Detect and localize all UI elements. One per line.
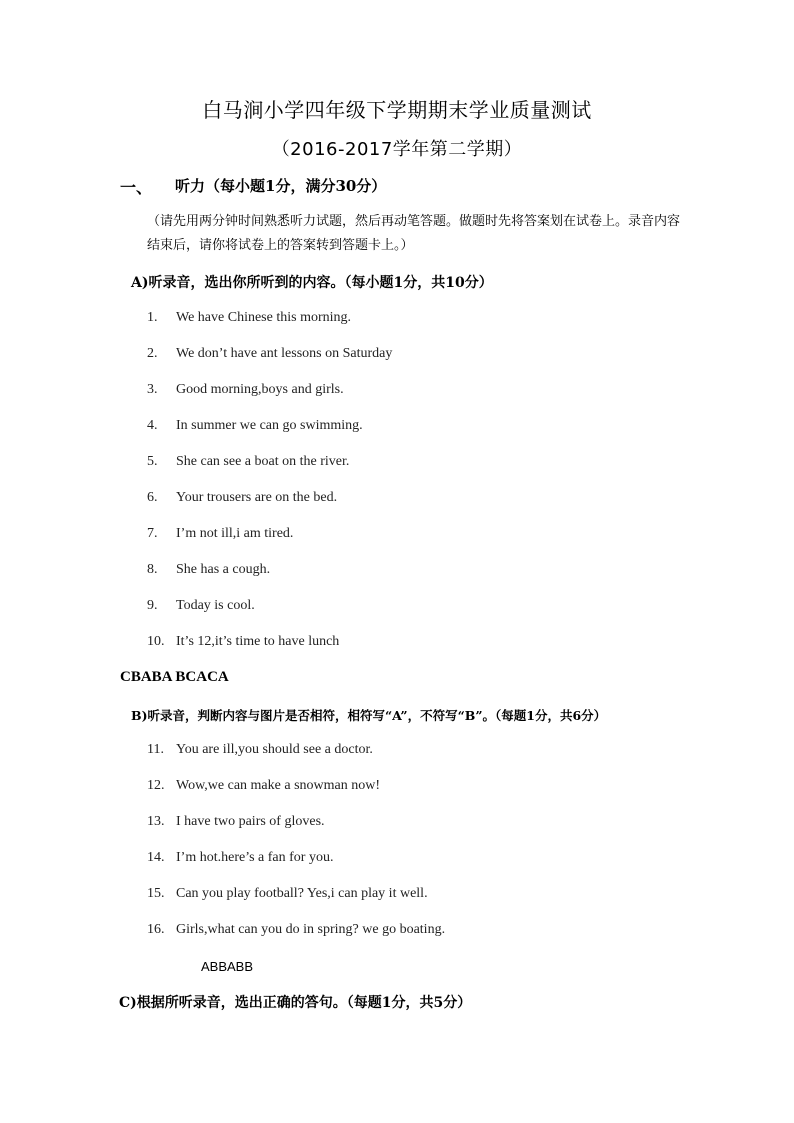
item-number: 1. bbox=[147, 310, 158, 325]
item-number: 6. bbox=[147, 490, 158, 505]
item-text: I’m hot.here’s a fan for you. bbox=[176, 850, 334, 865]
list-item bbox=[147, 562, 270, 578]
item-number: 3. bbox=[147, 382, 158, 397]
item-number: 10. bbox=[147, 634, 165, 649]
item-number: 7. bbox=[147, 526, 158, 541]
item-text: Your trousers are on the bed. bbox=[176, 490, 338, 505]
list-item bbox=[147, 778, 380, 794]
section-number: 一、 bbox=[120, 178, 153, 197]
list-item bbox=[147, 598, 255, 614]
list-item bbox=[147, 490, 337, 506]
item-text: She has a cough. bbox=[176, 562, 271, 577]
item-text: We have Chinese this morning. bbox=[176, 310, 352, 325]
list-item bbox=[147, 850, 333, 866]
item-number: 5. bbox=[147, 454, 158, 469]
list-item bbox=[147, 742, 373, 758]
item-number: 13. bbox=[147, 814, 165, 829]
part-c-heading: C)根据所听录音，选出正确的答句。（每题1分，共5分） bbox=[119, 995, 472, 1011]
list-item bbox=[147, 526, 293, 542]
item-text: Wow,we can make a snowman now! bbox=[176, 778, 381, 793]
part-a-heading: A)听录音，选出你所听到的内容。（每小题1分，共10分） bbox=[131, 275, 493, 291]
list-item bbox=[147, 418, 363, 434]
page-title: 白马涧小学四年级下学期期末学业质量测试 bbox=[202, 98, 592, 122]
list-item bbox=[147, 634, 339, 650]
item-number: 12. bbox=[147, 778, 165, 793]
item-number: 16. bbox=[147, 922, 165, 937]
list-item bbox=[147, 922, 445, 938]
page-subtitle: （2016-2017学年第二学期） bbox=[271, 139, 523, 160]
item-text: It’s 12,it’s time to have lunch bbox=[176, 634, 340, 649]
list-item bbox=[147, 382, 344, 398]
item-text: I have two pairs of gloves. bbox=[176, 814, 325, 829]
item-text: I’m not ill,i am tired. bbox=[176, 526, 294, 541]
item-text: Girls,what can you do in spring? we go boating. bbox=[176, 922, 446, 937]
list-item bbox=[147, 814, 325, 830]
item-number: 2. bbox=[147, 346, 158, 361]
item-number: 8. bbox=[147, 562, 158, 577]
item-number: 14. bbox=[147, 850, 165, 865]
part-b-answer-key: ABBABB bbox=[201, 959, 254, 974]
list-item bbox=[147, 310, 351, 326]
item-text: She can see a boat on the river. bbox=[176, 454, 350, 469]
item-text: Good morning,boys and girls. bbox=[176, 382, 344, 397]
list-item bbox=[147, 454, 349, 470]
item-text: You are ill,you should see a doctor. bbox=[176, 742, 373, 757]
item-number: 11. bbox=[147, 742, 164, 757]
item-text: In summer we can go swimming. bbox=[176, 418, 363, 433]
list-item bbox=[147, 886, 428, 902]
item-text: Can you play football? Yes,i can play it well. bbox=[176, 886, 428, 901]
part-a-answer-key: CBABA BCACA bbox=[120, 669, 229, 685]
item-text: We don’t have ant lessons on Saturday bbox=[176, 346, 393, 361]
item-number: 15. bbox=[147, 886, 165, 901]
item-number: 4. bbox=[147, 418, 158, 433]
section-title: 听力（每小题1分，满分30分） bbox=[175, 177, 387, 195]
list-item bbox=[147, 346, 392, 362]
part-b-heading: B)听录音，判断内容与图片是否相符，相符写“A”，不符写“B”。（每题1分，共6分） bbox=[131, 708, 607, 723]
section-instruction: （请先用两分钟时间熟悉听力试题，然后再动笔答题。做题时先将答案划在试卷上。录音内容结束后，请你将试卷上的答案转到答题卡上。） bbox=[147, 214, 681, 253]
item-text: Today is cool. bbox=[176, 598, 255, 613]
item-number: 9. bbox=[147, 598, 158, 613]
